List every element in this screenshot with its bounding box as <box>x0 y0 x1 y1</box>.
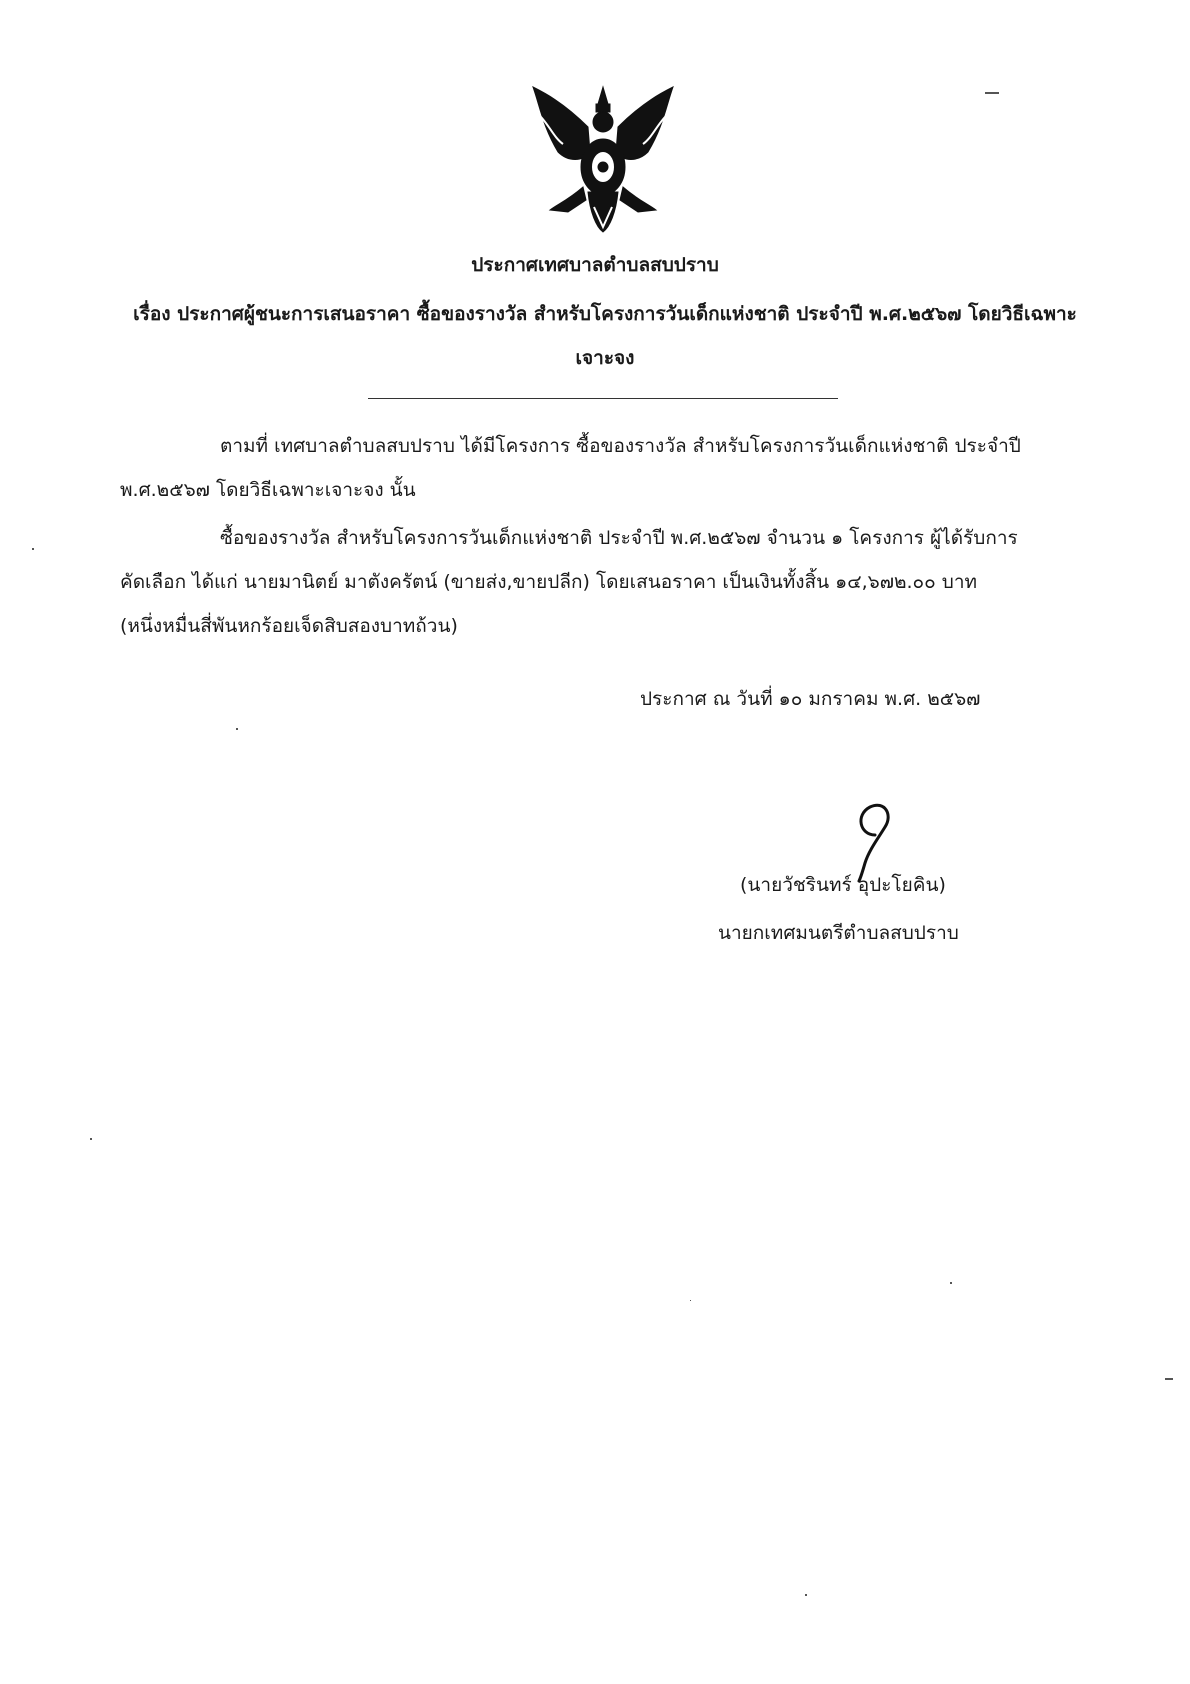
paragraph-1-line-1: ตามที่ เทศบาลตำบลสบปราบ ได้มีโครงการ ซื้อของรางวัล สำหรับโครงการวันเด็กแห่งชาติ ประจำปี <box>220 435 1021 457</box>
garuda-emblem-icon <box>528 82 678 237</box>
title-divider <box>368 398 838 399</box>
signer-position: นายกเทศมนตรีตำบลสบปราบ <box>718 922 959 944</box>
announcement-title: ประกาศเทศบาลตำบลสบปราบ <box>471 254 719 276</box>
paragraph-1-line-2: พ.ศ.๒๕๖๗ โดยวิธีเฉพาะเจาะจง นั้น <box>120 479 416 501</box>
scan-speck <box>1165 1378 1173 1380</box>
scan-speck <box>90 1138 92 1140</box>
announcement-date: ประกาศ ณ วันที่ ๑๐ มกราคม พ.ศ. ๒๕๖๗ <box>640 688 981 710</box>
paragraph-2-line-1: ซื้อของรางวัล สำหรับโครงการวันเด็กแห่งชาติ ประจำปี พ.ศ.๒๕๖๗ จำนวน ๑ โครงการ ผู้ได้รับการ <box>220 527 1018 549</box>
scan-speck <box>950 1282 952 1284</box>
scan-speck <box>32 548 34 550</box>
scan-speck <box>236 728 238 730</box>
paragraph-2-line-3: (หนึ่งหมื่นสี่พันหกร้อยเจ็ดสิบสองบาทถ้วน) <box>120 615 458 637</box>
scan-mark <box>985 92 999 94</box>
paragraph-2-line-2: คัดเลือก ได้แก่ นายมานิตย์ มาตังครัตน์ (ขายส่ง,ขายปลีก) โดยเสนอราคา เป็นเงินทั้งสิ้น ๑๔,๖๗๒.๐๐ บาท <box>120 571 978 593</box>
signer-name: (นายวัชรินทร์ อุปะโยคิน) <box>740 874 946 896</box>
scan-speck <box>805 1594 807 1596</box>
scan-speck <box>690 1300 691 1301</box>
announcement-subject: เรื่อง ประกาศผู้ชนะการเสนอราคา ซื้อของรางวัล สำหรับโครงการวันเด็กแห่งชาติ ประจำปี พ.ศ.๒๕๖๗ โดยวิธีเฉพาะเจาะจง <box>133 303 1077 369</box>
